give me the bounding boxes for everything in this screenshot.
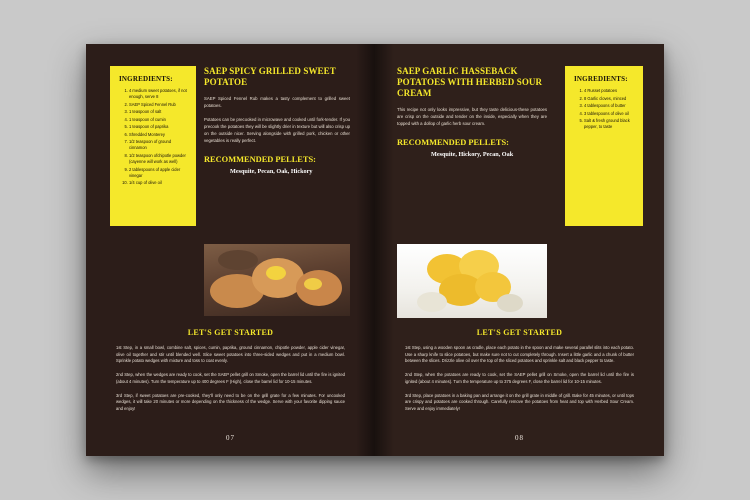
article-left [204,66,350,175]
recipe-title-left: SAEP SPICY GRILLED SWEET POTATOE [204,66,336,87]
magazine-spread [86,44,664,456]
photo-shape [218,250,258,270]
ingredient-item: 8. 1/2 teaspoon ofchipotle powder (cayenne will work as well) [129,153,188,165]
photo-shape [304,278,322,290]
ingredients-list-left [119,88,188,186]
recommended-pellets-right: Mesquite, Hickory, Pecan, Oak [431,150,514,158]
ingredient-item: 9. 2 tablespoons of apple cider vinegar [129,167,188,179]
page-number-right: 08 [515,434,524,442]
ingredient-item: 1. 4 Russet potatoes [584,88,635,94]
ingredient-item: 2. SAEP Spiced Fennel Rub [129,102,188,108]
step-item: 3rd Step, place potatoes in a baking pan and arrange it on the grill grate in middle of grill. Bake for 45 minutes, or until tops are crispy and potatoes are cooked through. Carefully remove the potatoes from heat and top with Herbed Sour Cream. Serve and enjoy immediately! [405,392,634,412]
recommended-pellets-heading-left: RECOMMENDED PELLETS: [204,154,316,164]
lets-get-started-heading-right: LET'S GET STARTED [476,328,563,337]
recipe-body-paragraph: Potatoes can be precooked in microwave and cooked until fork-tender. If you precook the potatoes they will be slightly drier in texture but will also crisp up on the outside nicer. Serving alongside with grilled pork, chicken or other vegetables is really perfect. [204,116,350,143]
ingredient-item: 1. 4 medium sweet potatoes, if not enough, serve 8 [129,88,188,100]
ingredient-item: 5. Salt & fresh ground black pepper, to taste [584,118,635,130]
ingredients-box-right [565,66,643,226]
ingredients-list-right [574,88,635,130]
ingredient-item: 2. 8 Garlic cloves, minced [584,96,635,102]
recipe-title-right: SAEP GARLIC HASSEBACK POTATOES WITH HERBED SOUR CREAM [397,66,543,98]
ingredient-item: 3. 4 tablespoons of butter [584,103,635,109]
step-item: 1st Step, using a wooden spoon as cradle, place each potato in the spoon and make several parallel slits into each potato. Use a sharp knife to slice potatoes, but make sure not to cut completely through. Insert a little garlic and a chunk of butter between the slices. Drizzle olive oil over the top of the sliced potatoes and sprinkle salt and black pepper to taste. [405,345,634,364]
right-page [375,44,664,456]
step-item: 2nd Step, when the wedges are ready to cook, set the SAEP pellet grill on Smoke, open the barrel lid until the fire is ignited (about 4 minutes). Turn the temperature up to 400 degrees F (High), close the barrel lid for 10-15 minutes. [116,372,345,384]
recipe-intro-paragraph: This recipe not only looks impressive, but they taste delicious-these potatoes are crisp on the outside and tender on the inside, especially when they are topped with a dollop of garlic herb sour cream. [397,106,547,126]
sweet-potato-photo [204,244,350,316]
page-number-left: 07 [226,434,235,442]
steps-list-left [86,345,375,413]
article-right [397,66,547,158]
photo-shape [417,292,447,312]
lets-get-started-left [86,328,375,420]
left-page [86,44,375,456]
steps-list-right [375,345,664,413]
ingredients-heading-right: INGREDIENTS: [574,75,628,83]
photo-shape [266,266,286,280]
ingredient-item: 3. 1 teaspoon of salt [129,109,188,115]
ingredient-item: 4. 3 tablespoons of olive oil [584,111,635,117]
recommended-pellets-heading-right: RECOMMENDED PELLETS: [397,137,509,147]
lets-get-started-heading-left: LET'S GET STARTED [187,328,274,337]
ingredients-heading-left: INGREDIENTS: [119,75,173,83]
hasselback-potato-photo [397,244,547,318]
ingredient-item: 4. 1 teaspoon of cumin [129,117,188,123]
ingredient-item: 5. 1 teaspoon of paprika [129,124,188,130]
step-item: 1st Step, in a small bowl, combine salt, spices, cumin, paprika, ground cinnamon, chipotle powder, apple cider vinegar, olive oil together and stir until blended well. Slice sweet potatoes into three-sided wedges and put in a medium bowl. Sprinkle potato wedges with mixture and toss to coat evenly. [116,345,345,364]
ingredient-item: 10. 1/4 cup of olive oil [129,180,188,186]
ingredient-item: 6. Shredded Monterey [129,132,188,138]
ingredients-box-left [110,66,196,226]
recipe-intro-paragraph: SAEP Spiced Fennel Rub makes a tasty complement to grilled sweet potatoes. [204,95,350,108]
ingredient-item: 7. 1/2 teaspoon of ground cinnamon [129,139,188,151]
photo-shape [497,294,523,312]
step-item: 2nd Step, when the potatoes are ready to cook, set the SAEP pellet grill on Smoke, open the barrel lid until the fire is ignited (about 4 minutes). Turn the temperature up to 375 degrees F, close the barrel lid for 10-15 minutes. [405,372,634,384]
lets-get-started-right [375,328,664,420]
step-item: 3rd Step, if sweet potatoes are pre-cooked, they'll only need to be on the grill grate for a few minutes. For uncooked wedges, it will take 20 minutes or more depending on the thickness of the wedge. Serve with your favorite dipping sauce and enjoy! [116,392,345,412]
recommended-pellets-left: Mesquite, Pecan, Oak, Hickory [230,167,313,175]
